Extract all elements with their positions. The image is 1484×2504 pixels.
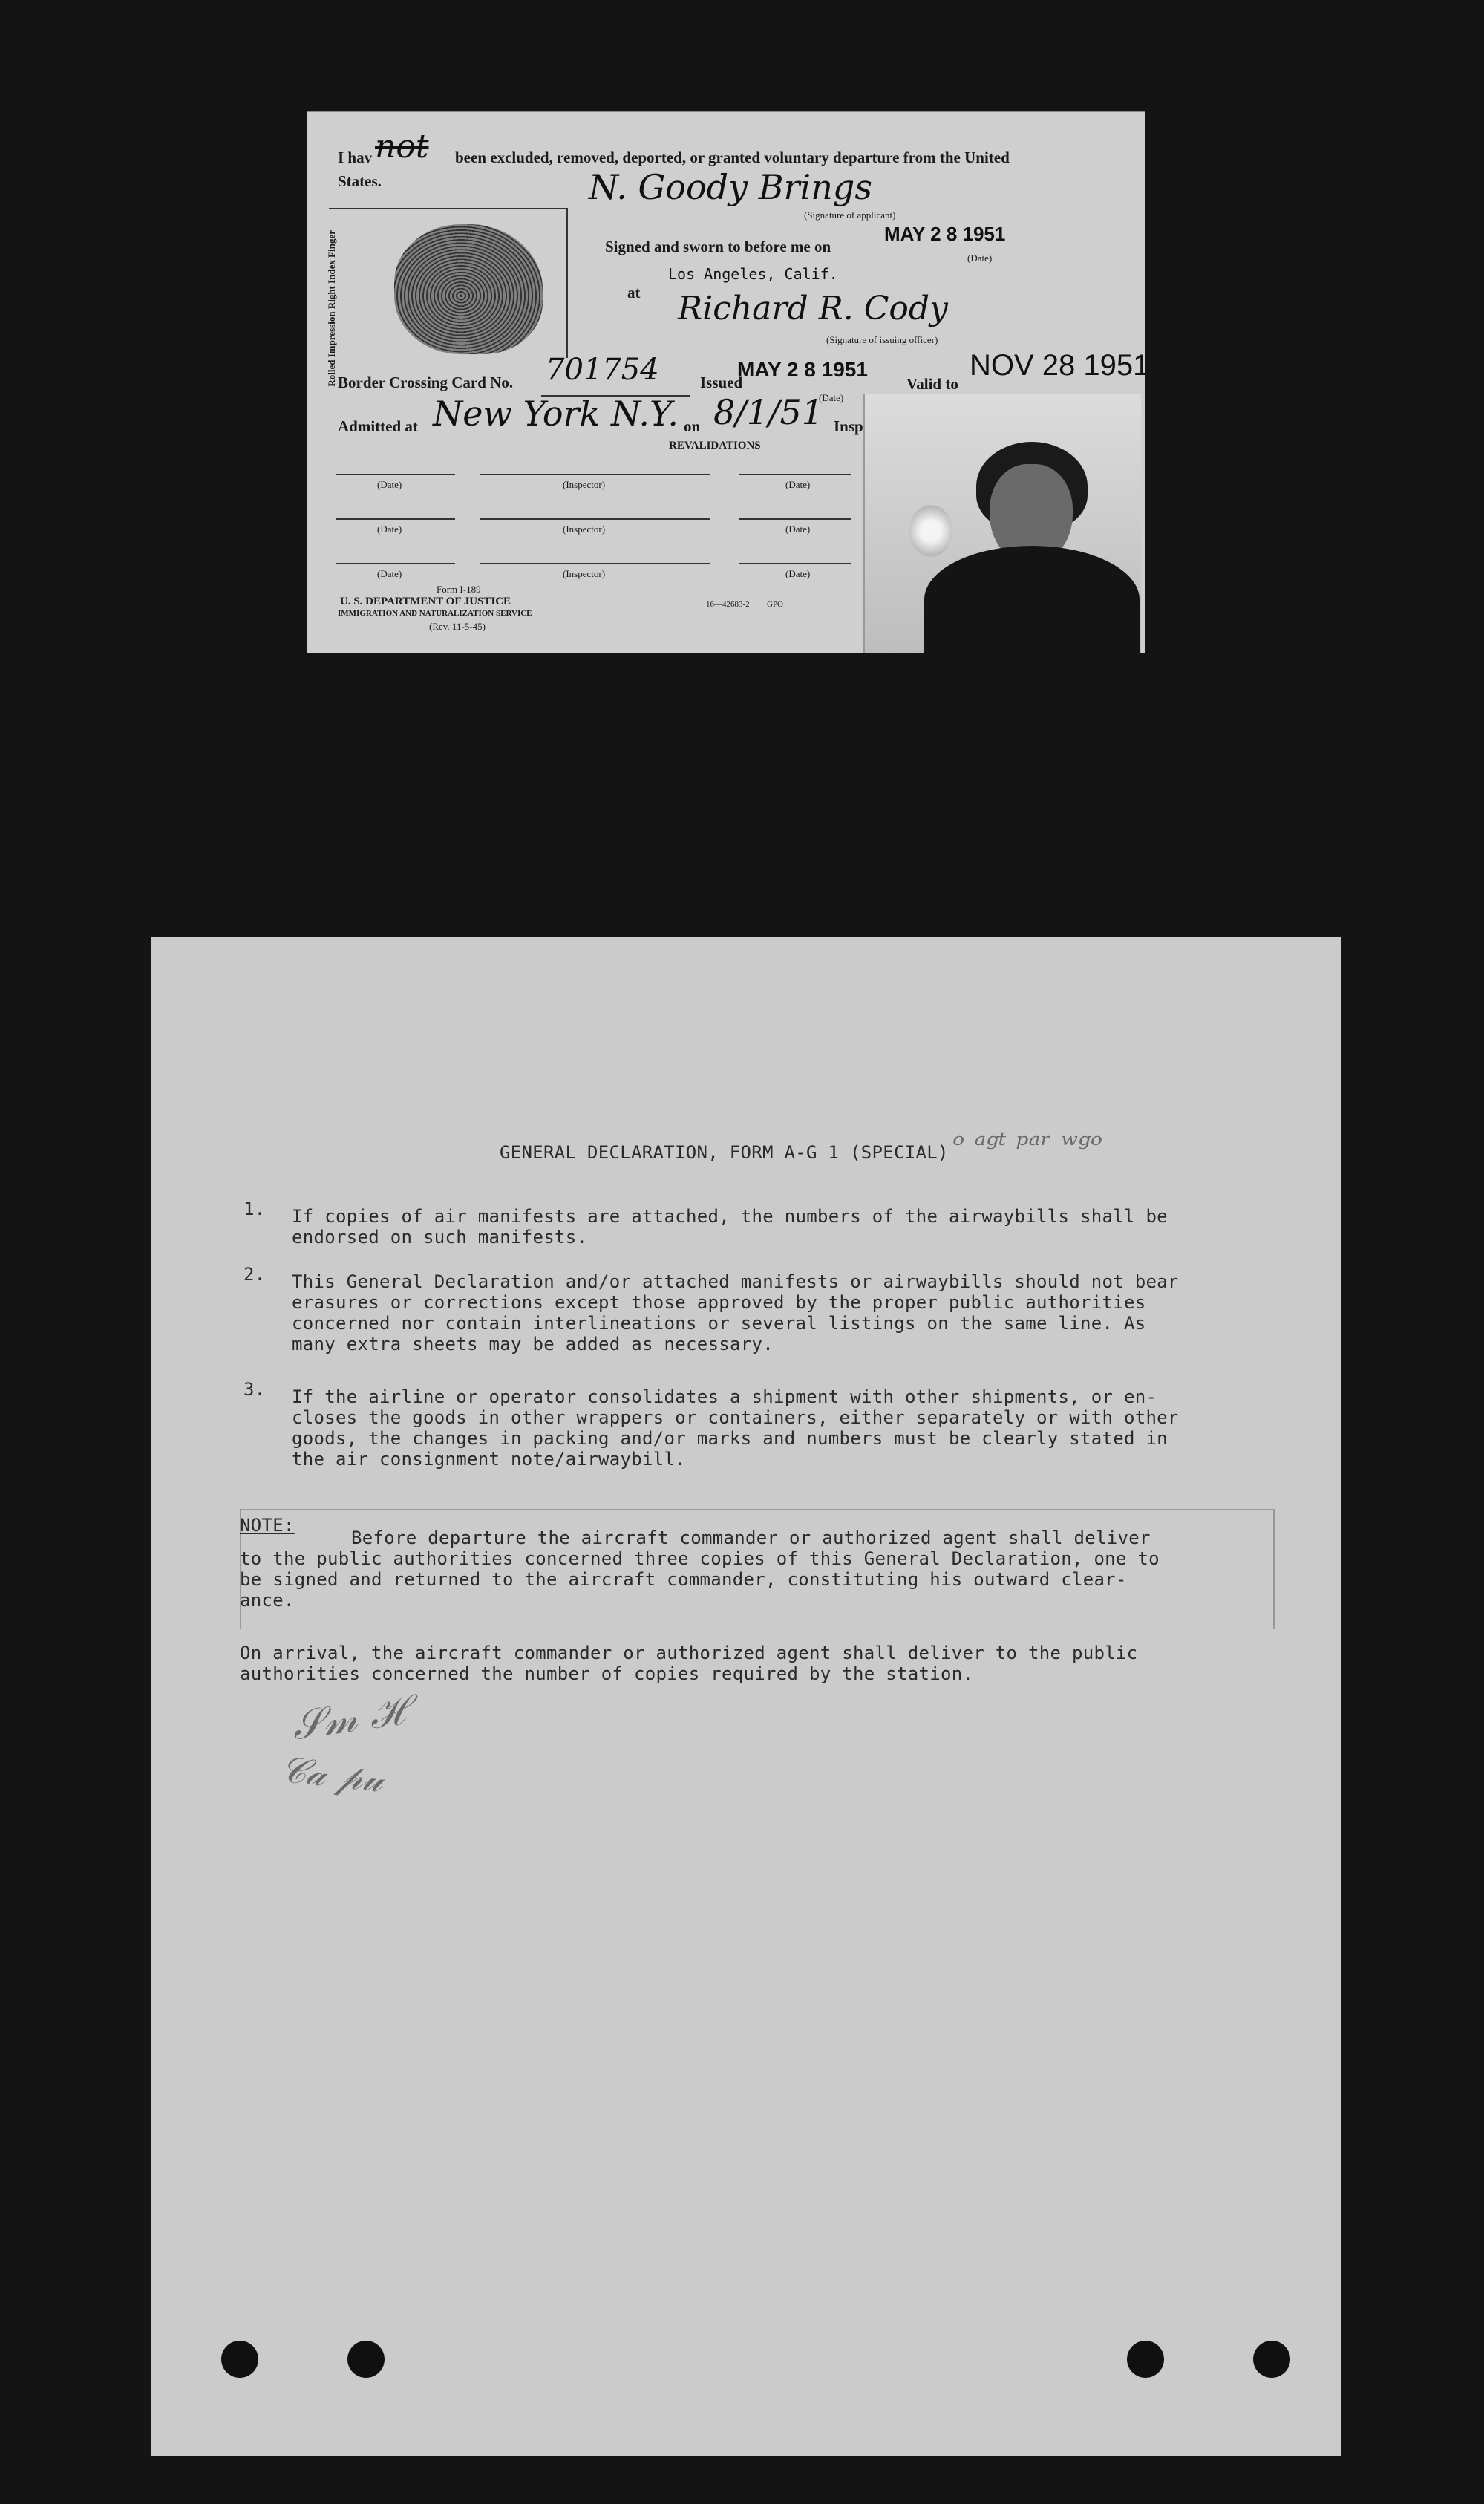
valid-label: Valid to bbox=[906, 375, 958, 393]
at-label: at bbox=[627, 284, 641, 301]
reval-date-label: (Date) bbox=[785, 568, 811, 579]
service-name: IMMIGRATION AND NATURALIZATION SERVICE bbox=[338, 609, 532, 618]
declaration-title: GENERAL DECLARATION, FORM A-G 1 (SPECIAL) bbox=[500, 1142, 949, 1163]
issued-date-label: (Date) bbox=[819, 392, 844, 403]
item2-line4: many extra sheets may be added as necessary. bbox=[292, 1334, 774, 1354]
note-line2: to the public authorities concerned three copies of this General Declaration, one to bbox=[240, 1548, 1160, 1569]
item2-line2: erasures or corrections except those approved by the proper public authorities bbox=[292, 1292, 1146, 1313]
gpo-mark: GPO bbox=[767, 600, 784, 609]
item1-number: 1. bbox=[243, 1199, 266, 1219]
reval-inspector-label: (Inspector) bbox=[563, 568, 606, 579]
item2-line3: concerned nor contain interlineations or several listings on the same line. As bbox=[292, 1313, 1146, 1334]
on-label: on bbox=[684, 417, 701, 435]
reval-inspector-line bbox=[480, 474, 710, 475]
applicant-signature: N. Goody Brings bbox=[589, 167, 872, 207]
item1-line2: endorsed on such manifests. bbox=[292, 1227, 588, 1248]
reval-date-label: (Date) bbox=[377, 524, 402, 535]
arrival-line2: authorities concerned the number of copies required by the station. bbox=[240, 1663, 974, 1684]
item2-number: 2. bbox=[243, 1264, 266, 1285]
reval-date-label: (Date) bbox=[785, 479, 811, 490]
photo-body bbox=[924, 546, 1140, 653]
reval-date-label: (Date) bbox=[377, 568, 402, 579]
reval-date-line bbox=[739, 474, 851, 475]
punch-hole bbox=[1127, 2341, 1164, 2378]
issued-label: Issued bbox=[700, 374, 743, 391]
reval-inspector-line bbox=[480, 518, 710, 520]
revalidations-label: REVALIDATIONS bbox=[669, 440, 761, 451]
note-label: NOTE: bbox=[240, 1515, 295, 1536]
item1-line1: If copies of air manifests are attached, the numbers of the airwaybills shall be bbox=[292, 1206, 1168, 1227]
admitted-label: Admitted at bbox=[338, 417, 418, 435]
fingerprint-impression bbox=[394, 224, 543, 354]
form-number: Form I-189 bbox=[437, 584, 481, 595]
card-statement-rest: been excluded, removed, deported, or granted voluntary departure from the United bbox=[455, 149, 1010, 166]
general-declaration-sheet bbox=[151, 937, 1341, 2456]
item3-line2: closes the goods in other wrappers or containers, either separately or with other bbox=[292, 1407, 1179, 1428]
note-line3: be signed and returned to the aircraft commander, constituting his outward clear- bbox=[240, 1569, 1127, 1590]
fingerprint-label: Rolled Impression Right Index Finger bbox=[326, 230, 337, 387]
reval-inspector-label: (Inspector) bbox=[563, 524, 606, 535]
admitted-place: New York N.Y. bbox=[433, 394, 679, 434]
issuing-place: Los Angeles, Calif. bbox=[668, 265, 838, 283]
card-statement-line2: States. bbox=[338, 172, 382, 190]
print-code: 16—42683-2 bbox=[706, 600, 750, 609]
valid-date-stamp: NOV 28 1951 bbox=[970, 349, 1150, 382]
sworn-date-stamp: MAY 2 8 1951 bbox=[884, 223, 1006, 245]
reval-date-line bbox=[336, 563, 455, 564]
photo-corsage bbox=[909, 505, 952, 557]
pencil-annotation-title: ᵒ ᵃᵍᵗ ᵖᵃʳ ʷᵍᵒ bbox=[952, 1127, 1102, 1163]
arrival-line1: On arrival, the aircraft commander or authorized agent shall deliver to the public bbox=[240, 1643, 1138, 1663]
bcc-label: Border Crossing Card No. bbox=[338, 374, 514, 391]
reval-date-line bbox=[336, 518, 455, 520]
item3-line4: the air consignment note/airwaybill. bbox=[292, 1449, 686, 1470]
item3-line3: goods, the changes in packing and/or marks and numbers must be clearly stated in bbox=[292, 1428, 1168, 1449]
issued-date-stamp: MAY 2 8 1951 bbox=[737, 358, 868, 381]
pencil-scribble: 𝒞𝒶 𝓅𝓊 bbox=[278, 1748, 385, 1802]
reval-inspector-label: (Inspector) bbox=[563, 479, 606, 490]
note-line4: ance. bbox=[240, 1590, 295, 1611]
punch-hole bbox=[1253, 2341, 1290, 2378]
bcc-number: 701754 bbox=[546, 353, 659, 387]
holder-photo bbox=[863, 394, 1141, 653]
sworn-label: Signed and sworn to before me on bbox=[605, 238, 831, 255]
card-statement-prefix: I hav bbox=[338, 149, 373, 166]
reval-inspector-line bbox=[480, 563, 710, 564]
applicant-signature-label: (Signature of applicant) bbox=[804, 209, 896, 221]
revision-date: (Rev. 11-5-45) bbox=[429, 621, 486, 632]
item3-line1: If the airline or operator consolidates a shipment with other shipments, or en- bbox=[292, 1386, 1157, 1407]
reval-date-line bbox=[739, 563, 851, 564]
punch-hole bbox=[221, 2341, 258, 2378]
card-statement-strike: not bbox=[375, 128, 429, 166]
item2-line1: This General Declaration and/or attached manifests or airwaybills should not bear bbox=[292, 1271, 1179, 1292]
reval-date-label: (Date) bbox=[785, 524, 811, 535]
reval-date-line bbox=[739, 518, 851, 520]
punch-hole bbox=[347, 2341, 385, 2378]
officer-signature: Richard R. Cody bbox=[678, 290, 948, 327]
reval-date-label: (Date) bbox=[377, 479, 402, 490]
officer-signature-label: (Signature of issuing officer) bbox=[826, 334, 938, 345]
border-crossing-card bbox=[307, 111, 1150, 653]
admitted-date: 8/1/51 bbox=[713, 392, 824, 432]
item3-number: 3. bbox=[243, 1379, 266, 1400]
sworn-date-label: (Date) bbox=[967, 252, 993, 264]
department-name: U. S. DEPARTMENT OF JUSTICE bbox=[340, 596, 511, 607]
insp-label: Insp bbox=[834, 417, 863, 435]
pencil-scribble: 𝒮𝓂 ℋ bbox=[289, 1686, 409, 1750]
reval-date-line bbox=[336, 474, 455, 475]
note-line1: Before departure the aircraft commander or authorized agent shall deliver bbox=[351, 1527, 1151, 1548]
